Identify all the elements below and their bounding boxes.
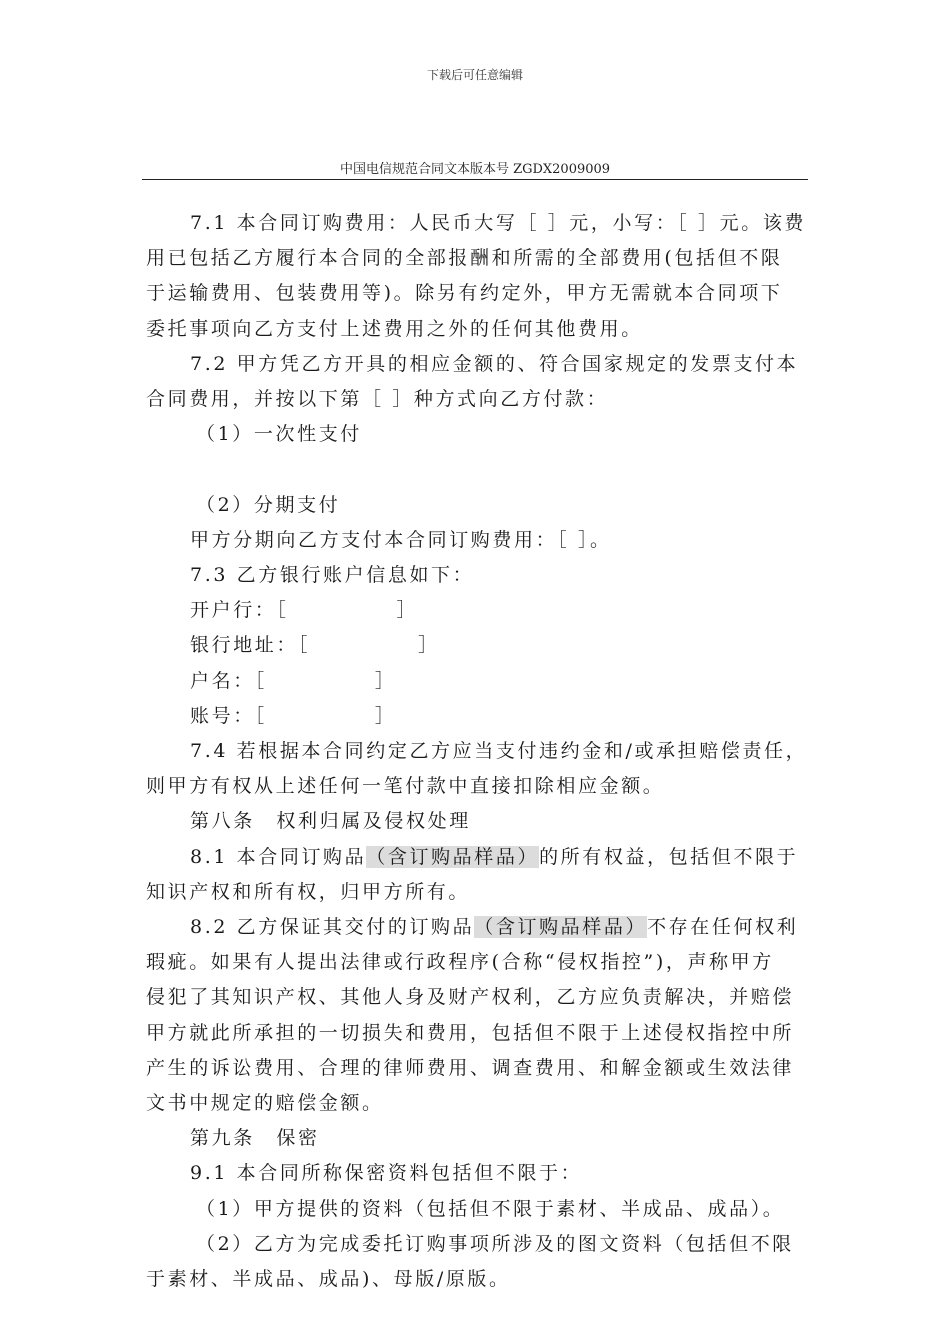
clause-8-2-line-3: 侵犯了其知识产权、其他人身及财产权利，乙方应负责解决，并赔偿	[146, 986, 795, 1009]
clause-7-4-line-2: 则甲方有权从上述任何一笔付款中直接扣除相应金额。	[146, 775, 665, 798]
clause-7-2-line-1: 7.2 甲方凭乙方开具的相应金额的、符合国家规定的发票支付本	[190, 352, 799, 375]
clause-8-1-line-1	[146, 840, 810, 875]
payment-option-2: （2）分期支付	[196, 493, 341, 516]
header-title: 中国电信规范合同文本版本号 ZGDX2009009	[339, 162, 611, 177]
header-divider	[142, 179, 808, 180]
article-8-heading: 第八条 权利归属及侵权处理	[190, 810, 471, 833]
installment-line: 甲方分期向乙方支付本合同订购费用：［ ］。	[190, 528, 612, 551]
top-note: 下载后可任意编辑	[426, 68, 523, 82]
clause-7-1-line-4: 委托事项向乙方支付上述费用之外的任何其他费用。	[146, 317, 643, 340]
contract-body	[146, 206, 810, 1297]
clause-8-2-line-6: 文书中规定的赔偿金额。	[146, 1092, 384, 1115]
highlighted-phrase: （含订购品样品）	[366, 845, 540, 868]
clause-8-1-text-b: 的所有权益，包括但不限于	[539, 845, 799, 868]
clause-8-2-line-4: 甲方就此所承担的一切损失和费用，包括但不限于上述侵权指控中所	[146, 1021, 795, 1044]
account-number-line: 账号：［ ］	[190, 704, 397, 727]
clause-7-1-line-2: 用已包括乙方履行本合同的全部报酬和所需的全部费用(包括但不限	[146, 247, 783, 270]
confidential-item-2-line-2: 于素材、半成品、成品)、母版/原版。	[146, 1268, 511, 1291]
clause-8-2-text-a: 8.2 乙方保证其交付的订购品	[190, 916, 475, 939]
clause-7-3: 7.3 乙方银行账户信息如下：	[190, 564, 475, 587]
clause-7-4-line-1: 7.4 若根据本合同约定乙方应当支付违约金和/或承担赔偿责任，	[190, 740, 808, 763]
clause-7-1-line-1: 7.1 本合同订购费用：人民币大写［ ］元，小写：［ ］元。该费	[190, 212, 807, 234]
blank-line	[146, 452, 810, 487]
highlighted-phrase: （含订购品样品）	[474, 916, 648, 939]
bank-address-line: 银行地址：［ ］	[190, 634, 440, 657]
clause-8-2-line-2: 瑕疵。如果有人提出法律或行政程序(合称“侵权指控”)，声称甲方	[146, 951, 774, 974]
bank-name-line: 开户行：［ ］	[190, 599, 419, 622]
clause-8-1-text-a: 8.1 本合同订购品	[190, 845, 367, 868]
account-holder-line: 户名：［ ］	[190, 669, 397, 692]
payment-option-1: （1）一次性支付	[196, 423, 362, 446]
clause-7-2-line-2: 合同费用，并按以下第［ ］种方式向乙方付款：	[146, 388, 609, 411]
confidential-item-1: （1）甲方提供的资料（包括但不限于素材、半成品、成品）。	[196, 1197, 785, 1220]
confidential-item-2-line-1: （2）乙方为完成委托订购事项所涉及的图文资料（包括但不限	[196, 1232, 794, 1255]
article-9-heading: 第九条 保密	[190, 1127, 320, 1150]
clause-8-2-line-5: 产生的诉讼费用、合理的律师费用、调查费用、和解金额或生效法律	[146, 1056, 795, 1079]
clause-8-1-line-2: 知识产权和所有权，归甲方所有。	[146, 880, 471, 903]
clause-8-2-line-1	[146, 910, 810, 945]
clause-8-2-text-b: 不存在任何权利	[647, 916, 799, 939]
clause-7-1-line-3: 于运输费用、包装费用等)。除另有约定外，甲方无需就本合同项下	[146, 282, 783, 305]
clause-9-1: 9.1 本合同所称保密资料包括但不限于：	[190, 1162, 583, 1185]
